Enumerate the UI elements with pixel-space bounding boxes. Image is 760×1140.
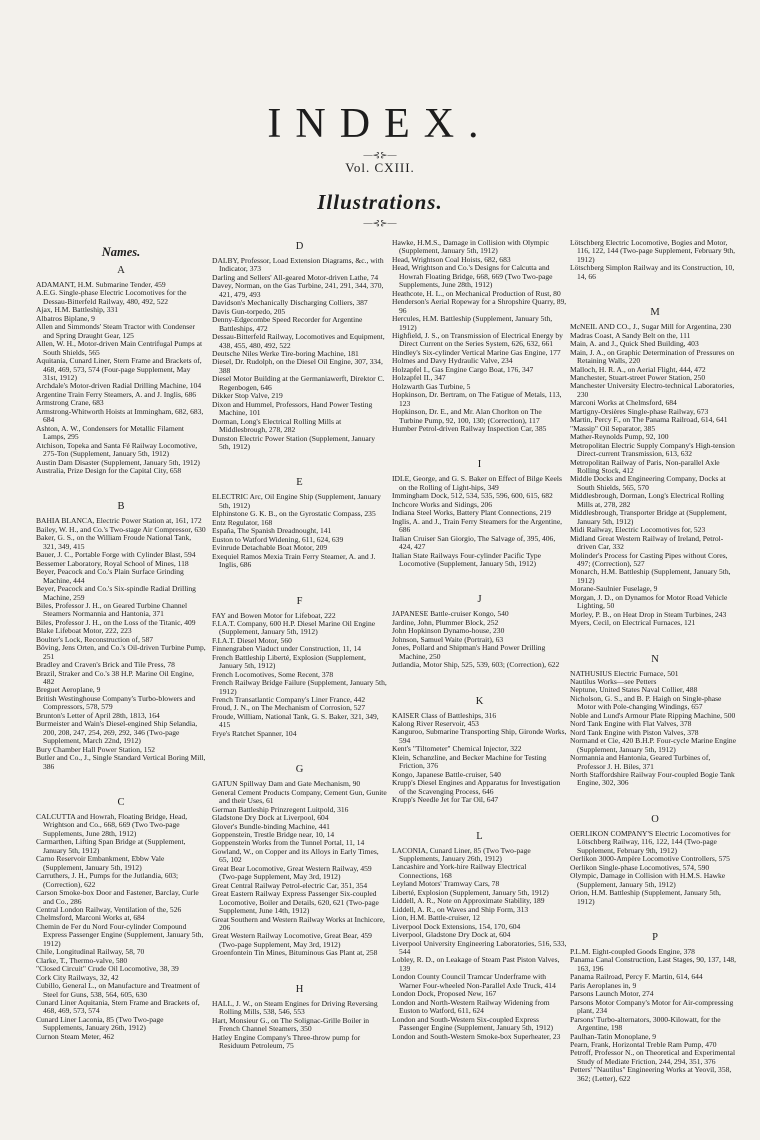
- index-entry: Böving, Jens Orten, and Co.'s Oil-driven Turbine Pump, 251: [36, 643, 206, 661]
- index-entry: Exequiel Ramos Mexia Train Ferry Steamer, A. and J. Inglis, 686: [212, 551, 376, 570]
- index-entry: Euston to Watford Widening, 611, 624, 639: [212, 534, 344, 544]
- index-entry: Deutsche Niles Werke Tire-boring Machine, 181: [212, 348, 359, 358]
- index-entry: HALL, J. W., on Steam Engines for Driving Reversing Rolling Mills, 538, 546, 553: [212, 998, 378, 1017]
- letter-heading-f: F: [296, 595, 303, 607]
- index-entry: Gladstone Dry Dock at Liverpool, 604: [212, 813, 329, 823]
- index-entry: CALCUTTA and Howrah, Floating Bridge, Head, Wrightson and Co., 668, 669 (Two Two-page Supplements, June 28th, 1912): [36, 812, 188, 838]
- index-entry: Nord Tank Engine with Piston Valves, 378: [570, 727, 699, 737]
- index-entry: Hopkinson, Dr. Bertram, on The Fatigue of Metals, 113, 123: [392, 390, 562, 408]
- index-entry: Brunton's Letter of April 28th, 1813, 164: [36, 710, 160, 720]
- index-entry: Dunston Electric Power Station (Supplement, January 5th, 1912): [212, 433, 376, 451]
- index-entry: LACONIA, Cunard Liner, 85 (Two Two-page Supplements, January 26th, 1912): [392, 845, 531, 864]
- index-entry: Allen and Simmonds' Steam Tractor with Condenser and Spring Draught Gear, 125: [36, 322, 195, 340]
- entry-list-k: [392, 712, 567, 805]
- index-entry: Nord Tank Engine with Flat Valves, 378: [570, 719, 692, 729]
- letter-heading-g: G: [295, 764, 304, 776]
- index-entry: German Battleship Prinzregent Luitpold, 316: [212, 804, 349, 814]
- index-entry: Biles, Professor J. H., on Geared Turbine Channel Steamers Normannia and Hantonia, 371: [36, 600, 188, 619]
- index-entry: Mather-Reynolds Pump, 92, 100: [570, 432, 669, 442]
- index-entry: London Dock, Proposed New, 167: [392, 989, 497, 999]
- index-entry: Highfield, J. S., on Transmission of Electrical Energy by Direct Current on the Series System, 626, 632, 661: [392, 330, 563, 349]
- index-entry: Holzapfel I., Gas Engine Cargo Boat, 176, 347: [392, 364, 534, 374]
- index-entry: Parsons Motor Company's Motor for Air-compressing plant, 234: [570, 997, 734, 1016]
- letter-heading-k: K: [475, 695, 484, 707]
- index-entry: Evinrude Detachable Boat Motor, 209: [212, 543, 328, 553]
- index-entry: Carson Smoke-box Door and Fastener, Barclay, Curle and Co., 286: [36, 888, 199, 906]
- index-entry: Hart, Monsieur G., on The Solignac-Grille Boiler in French Channel Steamers, 350: [212, 1015, 370, 1034]
- index-entry: GATUN Spillway Dam and Gate Mechanism, 90: [212, 779, 361, 789]
- index-entry: Cunard Liner Aquitania, Stern Frame and Brackets of, 468, 469, 573, 574: [36, 997, 200, 1016]
- entry-list-e: [212, 493, 387, 569]
- index-entry: Lötschberg Electric Locomotive, Bogies and Motor, 116, 122, 144 (Two-page Supplement, February 9th, 1912): [570, 238, 736, 264]
- entry-list-g: [212, 780, 387, 958]
- index-entry: Denny-Edgecombe Speed Recorder for Argentine Battleships, 472: [212, 315, 363, 333]
- entry-list-a: [36, 281, 206, 475]
- index-entry: Middlesbrough, Dorman, Long's Electrical Rolling Mills at, 278, 282: [570, 491, 724, 509]
- index-entry: Krupp's Diesel Engines and Apparatus for Investigation of the Scavenging Process, 646: [392, 778, 561, 796]
- index-entry: John Hopkinson Dynamo-house, 230: [392, 626, 505, 636]
- index-entry: London and South-Western Six-coupled Express Passenger Engine (Supplement, January 5th, 1912): [392, 1014, 554, 1033]
- index-entry: Goppenstein, Trestle Bridge near, 10, 14: [212, 830, 335, 840]
- index-entry: Diesel, Dr. Rudolph, on the Diesel Oil Engine, 307, 334, 388: [212, 357, 383, 375]
- index-entry: FAY and Bowen Motor for Lifeboat, 222: [212, 610, 336, 620]
- index-entry: London and North-Western Railway Widening from Euston to Watford, 611, 624: [392, 997, 550, 1016]
- index-entry: Head, Wrightson Coal Hoists, 682, 683: [392, 254, 511, 264]
- index-entry: Great Eastern Railway Express Passenger Six-coupled Locomotive, Boiler and Details, 620, 621 (Two-page Supplement, June 14th, 1912): [212, 889, 379, 916]
- index-entry: Morane-Saulnier Fuselage, 9: [570, 584, 658, 594]
- entry-list-l-cont: [570, 239, 740, 281]
- index-entry: Dorman, Long's Electrical Rolling Mills at Middlesbrough, 278, 282: [212, 416, 342, 435]
- letter-heading-d: D: [295, 241, 304, 252]
- index-entry: London and South-Western Smoke-box Superheater, 23: [392, 1031, 561, 1041]
- index-entry: Midi Railway, Electric Locomotives for, 523: [570, 525, 706, 535]
- index-entry: Oerlikon 3000-Ampère Locomotive Controllers, 575: [570, 854, 730, 864]
- index-entry: KAISER Class of Battleships, 316: [392, 710, 497, 720]
- entry-list-l: [392, 847, 567, 1041]
- entry-list-m: [570, 323, 740, 627]
- index-entry: Elphinstone G. K. B., on the Gyrostatic Compass, 235: [212, 509, 376, 519]
- index-entry: Klein, Schanzline, and Becker Machine for Testing Friction, 376: [392, 752, 547, 771]
- index-entry: Armstrong-Whitworth Hoists at Immingham, 682, 683, 684: [36, 406, 204, 425]
- entry-list-n: [570, 670, 740, 788]
- index-column-4: [570, 233, 740, 1134]
- index-entry: Marconi Works at Chelmsford, 684: [570, 398, 677, 408]
- index-entry: Manchester University Electro-technical Laboratories, 230: [570, 381, 735, 399]
- index-entry: Head, Wrightson and Co.'s Designs for Calcutta and Howrah Floating Bridge, 668, 669 (Two Two-page Supplements, June 28th, 1912): [392, 263, 553, 290]
- index-entry: "Closed Circuit" Crude Oil Locomotive, 38, 39: [36, 964, 179, 974]
- index-entry: Middlesbrough, Transporter Bridge at (Supplement, January 5th, 1912): [570, 508, 727, 526]
- index-entry: Glover's Bundle-binding Machine, 441: [212, 821, 330, 831]
- index-entry: Parsons Launch Motor, 274: [570, 989, 654, 999]
- index-entry: Great Bear Locomotive, Great Western Railway, 459 (Two-page Supplement, May 3rd, 1912): [212, 863, 372, 882]
- index-entry: Petters' "Nautilus" Engineering Works at Yeovil, 358, 362; (Letter), 622: [570, 1065, 732, 1083]
- index-column-1: [36, 233, 206, 1134]
- index-entry: Gowland, W., on Copper and its Alloys in Early Times, 65, 102: [212, 846, 379, 865]
- index-entry: Blake Lifeboat Motor, 222, 223: [36, 626, 132, 636]
- index-entry: Goppenstein Works from the Tunnel Portal, 11, 14: [212, 838, 365, 848]
- index-entry: Hindley's Six-cylinder Vertical Marine Gas Engine, 177: [392, 347, 561, 357]
- index-entry: Chelmsford, Marconi Works at, 684: [36, 913, 145, 923]
- index-entry: McNEIL AND CO., J., Sugar Mill for Argentina, 230: [570, 322, 732, 332]
- index-entry: Dikker Stop Valve, 219: [212, 391, 283, 401]
- index-entry: Liddell, A. R., Note on Approximate Stability, 189: [392, 896, 545, 906]
- index-entry: Archdale's Motor-driven Radial Drilling Machine, 104: [36, 381, 202, 391]
- index-entry: British Westinghouse Company's Turbo-blowers and Compressors, 578, 579: [36, 693, 196, 712]
- index-entry: Clarke, T., Thermo-valve, 580: [36, 955, 128, 965]
- index-entry: London County Council Tramcar Underframe with Warner Four-wheeled Non-Parallel Axle Truck, 414: [392, 972, 556, 990]
- letter-heading-e: E: [296, 477, 303, 489]
- index-entry: Bailey, W. H., and Co.'s Two-stage Air Compressor, 630: [36, 524, 206, 534]
- index-entry: Metropolitan Railway of Paris, Non-parallel Axle Rolling Stock, 412: [570, 457, 720, 475]
- index-entry: Midland Great Western Railway of Ireland, Petrol-driven Car, 332: [570, 533, 724, 552]
- index-entry: Olympic, Damage in Collision with H.M.S. Hawke (Supplement, January 5th, 1912): [570, 871, 726, 889]
- index-entry: Main, A. and J., Quick Shed Building, 403: [570, 339, 699, 349]
- index-entry: Dixon and Hummel, Professors, Hand Power Testing Machine, 101: [212, 399, 373, 418]
- letter-heading-j: J: [477, 594, 482, 606]
- index-entry: España, The Spanish Dreadnought, 141: [212, 526, 332, 536]
- index-entry: IDLE, George, and G. S. Baker on Effect of Bilge Keels on the Rolling of Light-hips, 349: [392, 474, 562, 492]
- index-entry: Ashton, A. W., Condensers for Metallic Filament Lamps, 295: [36, 423, 184, 442]
- index-entry: Main, J. A., on Graphic Determination of Pressures on Retaining Walls, 220: [570, 347, 735, 366]
- index-entry: Kalong River Reservoir, 453: [392, 719, 479, 729]
- index-entry: BAHIA BLANCA, Electric Power Station at, 161, 172: [36, 516, 202, 526]
- index-entry: Baker, G. S., on the William Froude National Tank, 321, 349, 415: [36, 533, 192, 551]
- index-entry: Froud, J. N., on The Mechanism of Corrosion, 527: [212, 703, 366, 713]
- index-entry: Boulter's Lock, Reconstruction of, 587: [36, 634, 154, 644]
- index-entry: Monarch, H.M. Battleship (Supplement, January 5th, 1912): [570, 567, 731, 585]
- index-entry: Atchison, Topeka and Santa Fé Railway Locomotive, 275-Ton (Supplement, January 5th, 1912): [36, 440, 198, 459]
- index-entry: Liverpool, Gladstone Dry Dock at, 604: [392, 930, 511, 940]
- index-entry: F.I.A.T. Diesel Motor, 560: [212, 635, 292, 645]
- index-entry: Martigny-Orsières Single-phase Railway, 673: [570, 406, 709, 416]
- index-entry: Holzwarth Gas Turbine, 5: [392, 381, 471, 391]
- index-entry: Davey, Norman, on the Gas Turbine, 241, 291, 344, 370, 421, 479, 493: [212, 281, 384, 299]
- ornament-divider: —⊰⊱—: [363, 218, 397, 228]
- index-entry: Italian State Railways Four-cylinder Pacific Type Locomotive (Supplement, January 5th, 1912): [392, 550, 542, 568]
- index-entry: Liberté, Explosion (Supplement, January 5th, 1912): [392, 887, 549, 897]
- index-entry: Bury Chamber Hall Power Station, 152: [36, 744, 156, 754]
- index-entry: Liverpool University Engineering Laboratories, 516, 533, 544: [392, 938, 567, 956]
- index-entry: Henderson's Aerial Ropeway for a Shropshire Quarry, 89, 96: [392, 297, 567, 315]
- index-entry: Kent's "Tiltometer" Chemical Injector, 322: [392, 744, 522, 754]
- index-entry: A.E.G. Single-phase Electric Locomotives for the Dessau-Bitterfeld Railway, 480, 492, 522: [36, 288, 187, 306]
- index-entry: Cork City Railways, 32, 42: [36, 972, 119, 982]
- index-entry: Hercules, H.M. Battleship (Supplement, January 5th, 1912): [392, 314, 553, 332]
- index-entry: Australia, Prize Design for the Capital City, 658: [36, 465, 182, 475]
- index-entry: Hawke, H.M.S., Damage in Collision with Olympic (Supplement, January 5th, 1912): [392, 238, 550, 256]
- index-entry: Holmes and Davy Hydraulic Valve, 234: [392, 356, 513, 366]
- index-entry: OERLIKON COMPANY'S Electric Locomotives for Lötschberg Railway, 116, 122, 144 (Two-page Supplement, February 9th, 1912): [570, 828, 731, 855]
- volume-label: Vol. CXIII.: [345, 160, 415, 175]
- index-entry: "Massip" Oil Separator, 385: [570, 423, 656, 433]
- index-entry: Cubillo, General L., on Manufacture and Treatment of Steel for Guns, 538, 564, 605, 630: [36, 981, 200, 999]
- index-entry: Orion, H.M. Battleship (Supplement, January 5th, 1912): [570, 888, 721, 906]
- index-entry: French Battleship Liberté, Explosion (Supplement, January 5th, 1912): [212, 652, 366, 671]
- entry-list-i: [392, 475, 567, 568]
- index-entry: ELECTRIC Arc, Oil Engine Ship (Supplement, January 5th, 1912): [212, 492, 381, 510]
- index-entry: Neptune, United States Naval Collier, 488: [570, 685, 698, 695]
- index-entry: Normand et Cie, 420 B.H.P. Four-cycle Marine Engine (Supplement, January 5th, 1912): [570, 736, 737, 754]
- index-entry: Aquitania, Cunard Liner, Stern Frame and Brackets of, 468, 469, 573, 574 (Four-page Supplement, May 31st, 1912): [36, 356, 202, 382]
- index-entry: Morley, P. B., on Heat Drop in Steam Turbines, 243: [570, 609, 727, 619]
- index-entry: Kanguroo, Submarine Transporting Ship, Gironde Works, 594: [392, 727, 567, 745]
- index-entry: Malloch, H. R. A., on Aerial Flight, 444, 472: [570, 364, 706, 374]
- index-entry: F.I.A.T. Company, 600 H.P. Diesel Marine Oil Engine (Supplement, January 5th, 1912): [212, 618, 376, 637]
- index-entry: General Cement Products Company, Cement Gun, Gunite and their Uses, 61: [212, 787, 387, 806]
- index-entry: Davidson's Mechanically Discharging Colliers, 387: [212, 298, 368, 308]
- index-entry: P.L.M. Eight-coupled Goods Engine, 378: [570, 947, 695, 956]
- index-entry: Dessau-Bitterfeld Railway, Locomotives and Equipment, 438, 455, 480, 492, 522: [212, 332, 385, 350]
- entry-list-o: [570, 830, 740, 906]
- index-entry: Heathcote, H. L., on Mechanical Production of Rust, 80: [392, 288, 561, 298]
- index-entry: Breguet Aeroplane, 9: [36, 685, 101, 695]
- entry-list-d: [212, 257, 387, 451]
- index-entry: Bradley and Craven's Brick and Tile Press, 78: [36, 660, 175, 670]
- index-entry: Jutlandia, Motor Ship, 525, 539, 603; (Correction), 622: [392, 660, 560, 670]
- index-entry: Morgan, J. D., on Dynamos for Motor Road Vehicle Lighting, 50: [570, 592, 728, 611]
- index-entry: Lancashire and York-hire Railway Electrical Connections, 168: [392, 862, 527, 880]
- index-entry: Liddell, A. R., on Waves and Ship Form, 313: [392, 904, 529, 914]
- index-title: INDEX.: [267, 101, 493, 147]
- index-entry: Curnon Steam Meter, 462: [36, 1031, 115, 1041]
- entry-list-f: [212, 612, 387, 739]
- index-entry: DALBY, Professor, Load Extension Diagrams, &c., with Indicator, 373: [212, 256, 384, 274]
- index-entry: Carno Reservoir Embankment, Ebbw Vale (Supplement, January 5th, 1912): [36, 854, 165, 872]
- index-entry: Manchester, Stuart-street Power Station, 250: [570, 372, 706, 382]
- index-entry: Leyland Motors' Tramway Cars, 78: [392, 879, 500, 889]
- index-entry: Diesel Motor Building at the Germaniawerft, Direktor C. Regenbogen, 646: [212, 374, 385, 392]
- index-entry: Bessemer Laboratory, Royal School of Mines, 118: [36, 558, 189, 568]
- index-entry: Holzapfel II., 347: [392, 373, 446, 383]
- index-entry: NATHUSIUS Electric Furnace, 501: [570, 668, 679, 678]
- index-entry: Great Western Railway Locomotive, Great Bear, 459 (Two-page Supplement, May 3rd, 1912): [212, 931, 372, 949]
- index-column-2: [212, 233, 387, 1134]
- index-entry: Liverpool Dock Extensions, 154, 170, 604: [392, 921, 521, 931]
- index-entry: Inchcore Works and Sidings, 206: [392, 499, 493, 509]
- index-entry: ADAMANT, H.M. Submarine Tender, 459: [36, 280, 166, 289]
- index-entry: Italian Cruiser San Giorgio, The Salvage of, 395, 406, 424, 427: [392, 533, 556, 552]
- index-entry: Lobley, R. D., on Leakage of Steam Past Piston Valves, 139: [392, 955, 560, 973]
- index-entry: Austin Dam Disaster (Supplement, January 5th, 1912): [36, 457, 200, 467]
- letter-heading-c: C: [117, 797, 125, 809]
- index-entry: Burmeister and Wain's Diesel-engined Ship Selandia, 200, 208, 247, 254, 269, 292, 346 (Two-page Supplement, March 22nd, 1912): [36, 719, 198, 746]
- index-entry: Middle Docks and Engineering Company, Docks at South Shields, 565, 570: [570, 474, 726, 492]
- letter-heading-o: O: [651, 813, 659, 825]
- letter-heading-p: P: [652, 932, 658, 943]
- index-entry: Hatley Engine Company's Three-throw pump for Residuum Petroleum, 75: [212, 1032, 361, 1051]
- index-entry: Nautilus Works—see Petters: [570, 677, 657, 687]
- letter-heading-m: M: [650, 307, 660, 319]
- index-entry: Oerlikon Single-phase Locomotives, 574, 590: [570, 862, 710, 872]
- index-entry: Jones, Pollard and Shipman's Hand Power Drilling Machine, 250: [392, 643, 546, 661]
- index-entry: Madras Coast, A Sandy Belt on the, 111: [570, 330, 691, 340]
- section-subtitle: Illustrations.: [317, 190, 443, 214]
- index-entry: Central London Railway, Ventilation of the, 526: [36, 905, 182, 914]
- index-entry: Nicholson, G. S., and B. P. Haigh on Single-phase Motor with Pole-changing Windings, 657: [570, 693, 722, 712]
- letter-heading-n: N: [651, 653, 659, 665]
- index-entry: Cunard Liner Laconia, 85 (Two Two-page Supplements, January 26th, 1912): [36, 1014, 164, 1033]
- index-entry: Butler and Co., J., Single Standard Vertical Boring Mill, 386: [36, 753, 206, 771]
- entry-list-h-cont: [392, 239, 567, 433]
- index-entry: Normannia and Hantonia, Geared Turbines of, Professor J. H. Biles, 371: [570, 753, 711, 771]
- index-entry: Immingham Dock, 512, 534, 535, 596, 600, 615, 682: [392, 491, 553, 501]
- index-entry: Groenfontein Tin Mines, Bituminous Gas Plant at, 258: [212, 948, 378, 958]
- index-entry: Jardine, John, Plummer Block, 252: [392, 617, 499, 627]
- index-entry: Pearn, Frank, Horizontal Treble Ram Pump, 470: [570, 1039, 717, 1049]
- entry-list-h: [212, 1000, 387, 1051]
- entry-list-j: [392, 610, 567, 669]
- index-entry: Darling and Sellers' All-geared Motor-driven Lathe, 74: [212, 272, 379, 282]
- index-entry: Panama Railroad, Percy F. Martin, 614, 644: [570, 972, 703, 982]
- index-entry: Beyer, Peacock and Co.'s Plain Surface Grinding Machine, 444: [36, 567, 184, 585]
- index-entry: Johnson, Samuel Waite (Portrait), 63: [392, 634, 504, 644]
- index-entry: Indiana Steel Works, Battery Plant Connections, 219: [392, 508, 551, 518]
- index-entry: Chemin de Fer du Nord Four-cylinder Compound Express Passenger Engine (Supplement, January 5th, 1912): [36, 921, 204, 948]
- index-entry: Entz Regulator, 168: [212, 517, 273, 527]
- index-entry: Bauer, J. C., Portable Forge with Cylinder Blast, 594: [36, 550, 196, 560]
- index-entry: Myers, Cecil, on Electrical Furnaces, 121: [570, 618, 696, 628]
- index-entry: Froude, William, National Tank, G. S. Baker, 321, 349, 415: [212, 711, 379, 730]
- letter-heading-l: L: [476, 830, 483, 842]
- index-entry: Davis Gun-torpedo, 205: [212, 306, 286, 316]
- index-entry: Carruthers, J. H., Pumps for the Jutlandia, 603; (Correction), 622: [36, 871, 179, 889]
- index-entry: Metropolitan Electric Supply Company's High-tension Direct-current Transmission, 613, 632: [570, 440, 735, 459]
- index-entry: Paulhan-Tatin Monoplane, 9: [570, 1031, 657, 1041]
- index-entry: Paris Aeroplanes in, 9: [570, 980, 637, 990]
- index-entry: Panama Canal Construction, Last Stages, 90, 137, 148, 163, 196: [570, 955, 737, 973]
- index-entry: Lion, H.M. Battle-cruiser, 12: [392, 913, 480, 923]
- index-entry: Biles, Professor J. H., on the Loss of the Titanic, 409: [36, 617, 196, 627]
- index-entry: Molinder's Process for Casting Pipes without Cores, 497; (Correction), 527: [570, 550, 728, 568]
- index-entry: Allen, W. H., Motor-driven Main Centrifugal Pumps at South Shields, 565: [36, 339, 203, 357]
- entry-list-b: [36, 517, 206, 771]
- index-entry: French Locomotives, Some Recent, 378: [212, 669, 334, 679]
- index-column-3: [392, 233, 567, 1134]
- index-entry: Martin, Percy F., on The Panama Railroad, 614, 641: [570, 415, 728, 425]
- index-entry: Chile, Longitudinal Railway, 58, 70: [36, 947, 145, 957]
- index-entry: Great Central Railway Petrol-electric Car, 351, 354: [212, 880, 368, 890]
- index-entry: Carmarthen, Lifting Span Bridge at (Supplement, January 5th, 1912): [36, 837, 186, 855]
- entry-list-p: [570, 948, 740, 1083]
- index-entry: Krupp's Needle Jet for Tar Oil, 647: [392, 795, 499, 805]
- index-entry: Kongo, Japanese Battle-cruiser, 540: [392, 769, 501, 779]
- letter-heading-i: I: [477, 459, 482, 471]
- index-entry: Albatros Biplane, 9: [36, 313, 95, 323]
- index-entry: Armstrong Crane, 683: [36, 398, 104, 408]
- index-entry: Humber Petrol-driven Railway Inspection Car, 385: [392, 423, 547, 433]
- index-entry: Brazil, Straker and Co.'s 38 H.P. Marine Oil Engine, 482: [36, 668, 194, 687]
- index-entry: Lötschberg Simplon Railway and its Construction, 10, 14, 66: [570, 263, 735, 281]
- index-entry: Parsons' Turbo-alternators, 3000-Kilowatt, for the Argentine, 198: [570, 1014, 721, 1033]
- index-entry: Frye's Ratchet Spanner, 104: [212, 728, 297, 738]
- index-entry: French Railway Bridge Failure (Supplement, January 5th, 1912): [212, 678, 387, 696]
- index-entry: Hopkinson, Dr. E., and Mr. Alan Chorlton on The Turbine Pump, 92, 100, 130; (Correction), 117: [392, 407, 542, 425]
- index-entry: JAPANESE Battle-cruiser Kongo, 540: [392, 609, 509, 619]
- ornament-divider: —⊰⊱—: [363, 150, 397, 160]
- index-entry: Argentine Train Ferry Steamers, A. and J. Inglis, 686: [36, 389, 197, 399]
- index-entry: Ajax, H.M. Battleship, 331: [36, 305, 118, 315]
- index-entry: Inglis, A. and J., Train Ferry Steamers for the Argentine, 686: [392, 516, 563, 535]
- column-heading: Names.: [101, 245, 141, 259]
- letter-heading-a: A: [117, 265, 125, 276]
- index-entry: French Transatlantic Company's Liner France, 442: [212, 695, 366, 705]
- entry-list-c: [36, 813, 206, 1041]
- index-entry: Noble and Lund's Armour Plate Ripping Machine, 500: [570, 710, 736, 720]
- index-entry: Beyer, Peacock and Co.'s Six-spindle Radial Drilling Machine, 259: [36, 584, 196, 602]
- index-entry: Great Southern and Western Railway Works at Inchicore, 206: [212, 914, 385, 932]
- index-entry: North Staffordshire Railway Four-coupled Bogie Tank Engine, 302, 306: [570, 770, 735, 788]
- letter-heading-h: H: [295, 983, 304, 995]
- index-entry: Finnengraben Viaduct under Construction, 11, 14: [212, 644, 361, 654]
- letter-heading-b: B: [117, 501, 125, 513]
- index-entry: Petroff, Professor N., on Theoretical and Experimental Study of Mediate Friction, 244, 294, 351, 376: [570, 1048, 736, 1066]
